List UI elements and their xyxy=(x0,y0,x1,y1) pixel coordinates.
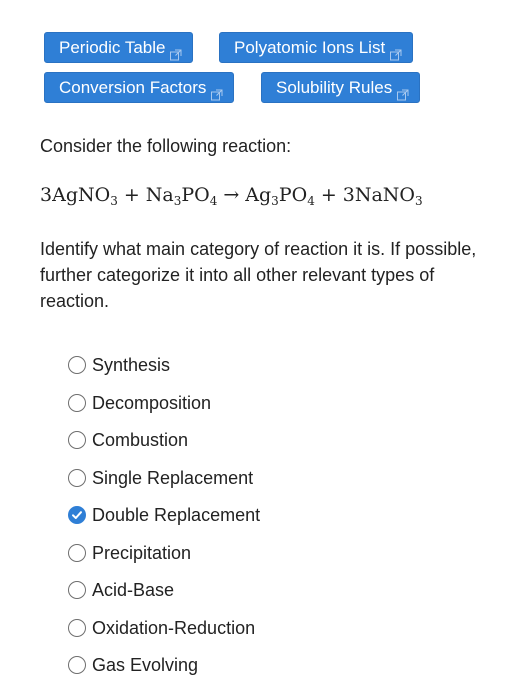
option-label: Combustion xyxy=(92,430,189,450)
checkbox-icon[interactable] xyxy=(68,394,86,412)
external-link-icon xyxy=(397,81,409,110)
solubility-rules-label: Solubility Rules xyxy=(276,78,393,97)
reaction-equation xyxy=(40,181,423,209)
option-label: Precipitation xyxy=(92,542,192,563)
polyatomic-ions-button[interactable] xyxy=(219,32,413,63)
checked-checkbox-icon[interactable] xyxy=(68,506,86,524)
checkbox-icon[interactable] xyxy=(68,544,86,562)
option-label: Synthesis xyxy=(92,355,171,375)
reactant-silver-nitrate: 3AgNO$_3$ xyxy=(40,184,118,208)
option-label: Double Replacement xyxy=(92,505,261,525)
product-silver-phosphate: $Ag_3PO_4$ xyxy=(245,184,315,208)
external-link-icon xyxy=(390,41,402,70)
external-link-icon xyxy=(211,81,223,110)
product-sodium-nitrate: 3NaNO$_3$ xyxy=(342,184,423,208)
option-label: Decomposition xyxy=(92,392,212,413)
option-acid-base[interactable] xyxy=(68,576,174,604)
plus-sign: + xyxy=(123,184,140,206)
checkbox-icon[interactable] xyxy=(68,356,86,374)
option-gas-evolving[interactable] xyxy=(68,651,198,679)
external-link-icon xyxy=(170,41,182,70)
option-combustion[interactable] xyxy=(68,426,188,454)
conversion-factors-button[interactable] xyxy=(44,72,234,103)
option-label: Gas Evolving xyxy=(92,655,199,675)
polyatomic-ions-label: Polyatomic Ions List xyxy=(234,38,386,57)
option-label: Single Replacement xyxy=(92,467,254,488)
option-label: Oxidation-Reduction xyxy=(92,617,256,638)
option-precipitation[interactable] xyxy=(68,539,191,567)
checkbox-icon[interactable] xyxy=(68,656,86,674)
option-label: Acid-Base xyxy=(92,580,175,600)
reactant-sodium-phosphate: $Na_3PO_4$ xyxy=(145,184,218,208)
option-synthesis[interactable] xyxy=(68,351,170,379)
plus-sign: + xyxy=(320,184,337,206)
checkbox-icon[interactable] xyxy=(68,581,86,599)
checkbox-icon[interactable] xyxy=(68,469,86,487)
question-prompt: Consider the following reaction: xyxy=(40,136,292,156)
solubility-rules-button[interactable] xyxy=(261,72,420,103)
periodic-table-label: Periodic Table xyxy=(59,38,166,57)
checkbox-icon[interactable] xyxy=(68,619,86,637)
question-text: Identify what main category of reaction it is. If possible, further categorize it into all other relevant types of reaction. xyxy=(40,239,477,311)
option-single-replacement[interactable] xyxy=(68,464,253,492)
conversion-factors-label: Conversion Factors xyxy=(59,78,207,97)
option-decomposition[interactable] xyxy=(68,389,211,417)
checkbox-icon[interactable] xyxy=(68,431,86,449)
option-oxidation-reduction[interactable] xyxy=(68,614,255,642)
reaction-arrow: → xyxy=(223,184,240,206)
option-double-replacement[interactable] xyxy=(68,501,260,529)
periodic-table-button[interactable] xyxy=(44,32,193,63)
